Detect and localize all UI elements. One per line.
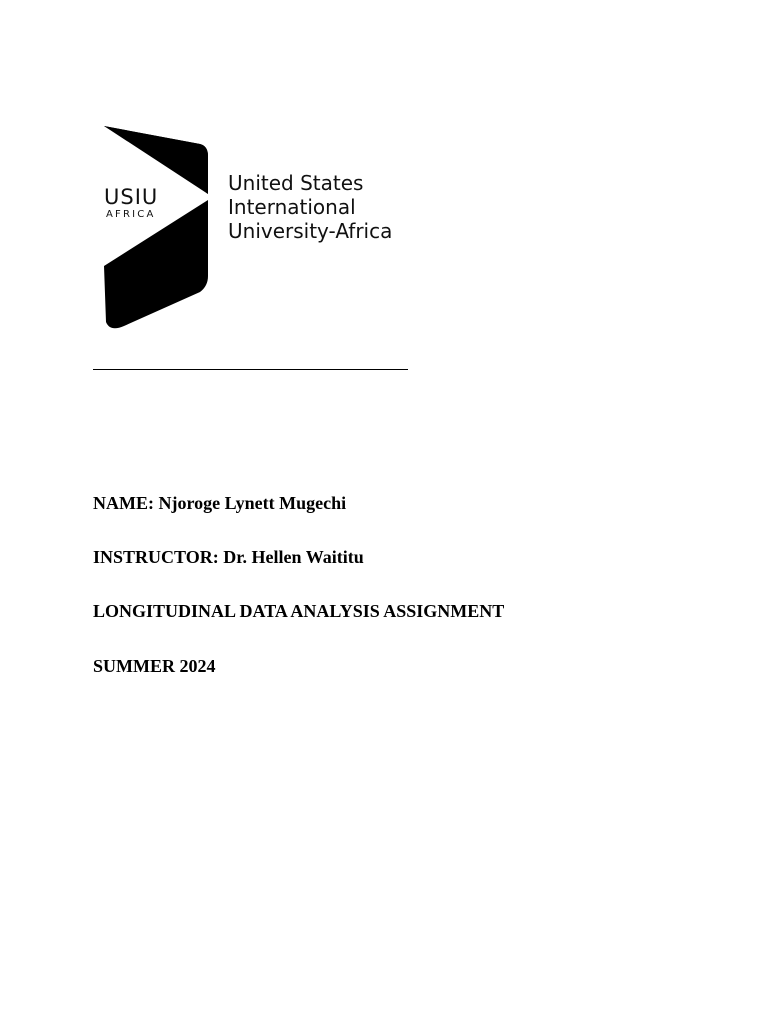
university-name-line-2: International bbox=[228, 195, 356, 219]
student-name: NAME: Njoroge Lynett Mugechi bbox=[93, 493, 347, 513]
horizontal-rule bbox=[93, 369, 408, 370]
instructor-name: INSTRUCTOR: Dr. Hellen Waititu bbox=[93, 547, 364, 567]
term: SUMMER 2024 bbox=[93, 656, 216, 676]
logo-mark-text bbox=[104, 186, 166, 222]
logo-usiu-text: USIU bbox=[104, 185, 159, 209]
university-logo bbox=[104, 126, 404, 332]
university-name-line-1: United States bbox=[228, 171, 364, 195]
university-name-line-3: University-Africa bbox=[228, 219, 393, 243]
logo-mark-icon bbox=[104, 126, 214, 332]
assignment-title: LONGITUDINAL DATA ANALYSIS ASSIGNMENT bbox=[93, 601, 505, 621]
university-name bbox=[228, 171, 392, 243]
logo-africa-text: AFRICA bbox=[106, 209, 156, 220]
